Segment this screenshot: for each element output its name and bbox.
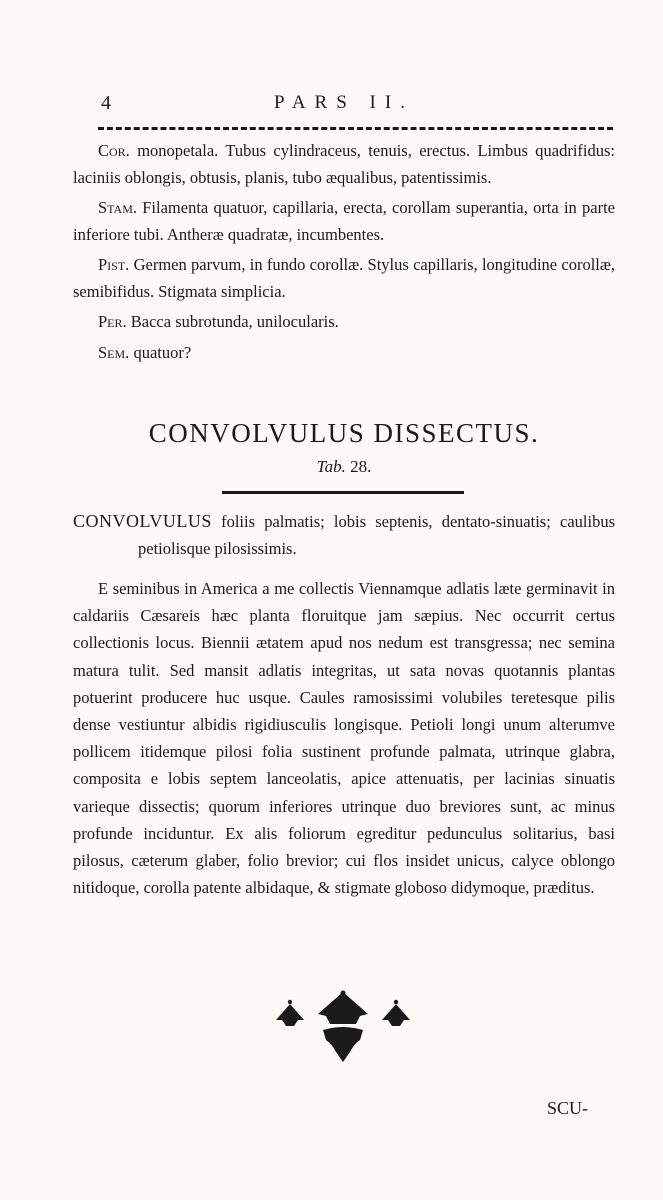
plate-label: Tab. (316, 457, 346, 476)
plate-reference (73, 457, 615, 477)
part-abbr: Pist. (98, 255, 130, 274)
heading-rule (222, 491, 464, 494)
part-text: monopetala. Tubus cylindraceus, tenuis, erectus. Limbus quadrifidus: laciniis oblongis, obtusis, planis, tubo æqualibus, patentissimis. (73, 141, 615, 187)
diagnosis-text: foliis palmatis; lobis septenis, dentato-sinuatis; caulibus petiolisque pilosissimis. (138, 512, 615, 558)
genus-name: CONVOLVULUS (73, 511, 212, 531)
fleuron-ornament-icon (268, 990, 418, 1070)
pericarp-paragraph (73, 309, 615, 336)
part-text: Bacca subrotunda, unilocularis. (126, 312, 339, 331)
page-number: 4 (101, 92, 111, 114)
part-abbr: Cor. (98, 141, 130, 160)
part-abbr: Per. (98, 312, 127, 331)
seed-paragraph (73, 340, 615, 367)
running-title: PARS II. (274, 92, 414, 113)
corolla-paragraph (73, 138, 615, 191)
diagnosis-paragraph (73, 508, 615, 562)
species-diagnosis (73, 508, 615, 562)
part-text: Filamenta quatuor, capillaria, erecta, corollam superantia, orta in parte inferiore tubi. Antheræ quadratæ, incumbentes. (73, 198, 615, 244)
description-paragraph: E seminibus in America a me collectis Viennamque adlatis læte germinavit in caldariis Cæsareis hæc planta floruitque jam sæpius. Nec occurrit certus collectionis locus. Biennii ætatem apud nos nedum est transgressa; nec semina matura tulit. Sed mansit adlatis integritas, ut sata novas quotannis plantas potuerint producere huc usque. Caules ramosissimi volubiles teretesque pilis dense vestiuntur albidis rigidiusculis longisque. Petioli longi unum alterumve pollicem itidemque pilosi folia sustinent profunde palmata, utrinque glabra, composita e lobis septem lanceolatis, apice attenuatis, per lacinias sinuatis varieque dissectis; quorum inferiores utrinque duo breviores sunt, ac minus profunde inciduntur. Ex alis foliorum egreditur pedunculus solitarius, basi pilosus, cæterum glaber, folio brevior; cui flos insidet unicus, calyce oblongo nitidoque, corolla patente albidaque, & stigmate globoso didymoque, præditus. (73, 579, 615, 898)
plate-number: 28. (350, 457, 372, 476)
catchword: SCU- (547, 1098, 589, 1118)
part-abbr: Sem. (98, 342, 130, 362)
part-abbr: Stam. (98, 198, 138, 217)
part-text: quatuor? (129, 342, 192, 362)
header-rule (98, 127, 613, 130)
species-description (73, 575, 615, 901)
running-head (73, 92, 615, 122)
stamen-paragraph (73, 195, 615, 248)
pistil-paragraph (73, 252, 615, 305)
flower-parts-description (73, 138, 615, 366)
part-text: Germen parvum, in fundo corollæ. Stylus capillaris, longitudine corollæ, semibifidus. Stigmata simplicia. (73, 255, 615, 301)
species-heading: CONVOLVULUS DISSECTUS. (148, 418, 540, 448)
